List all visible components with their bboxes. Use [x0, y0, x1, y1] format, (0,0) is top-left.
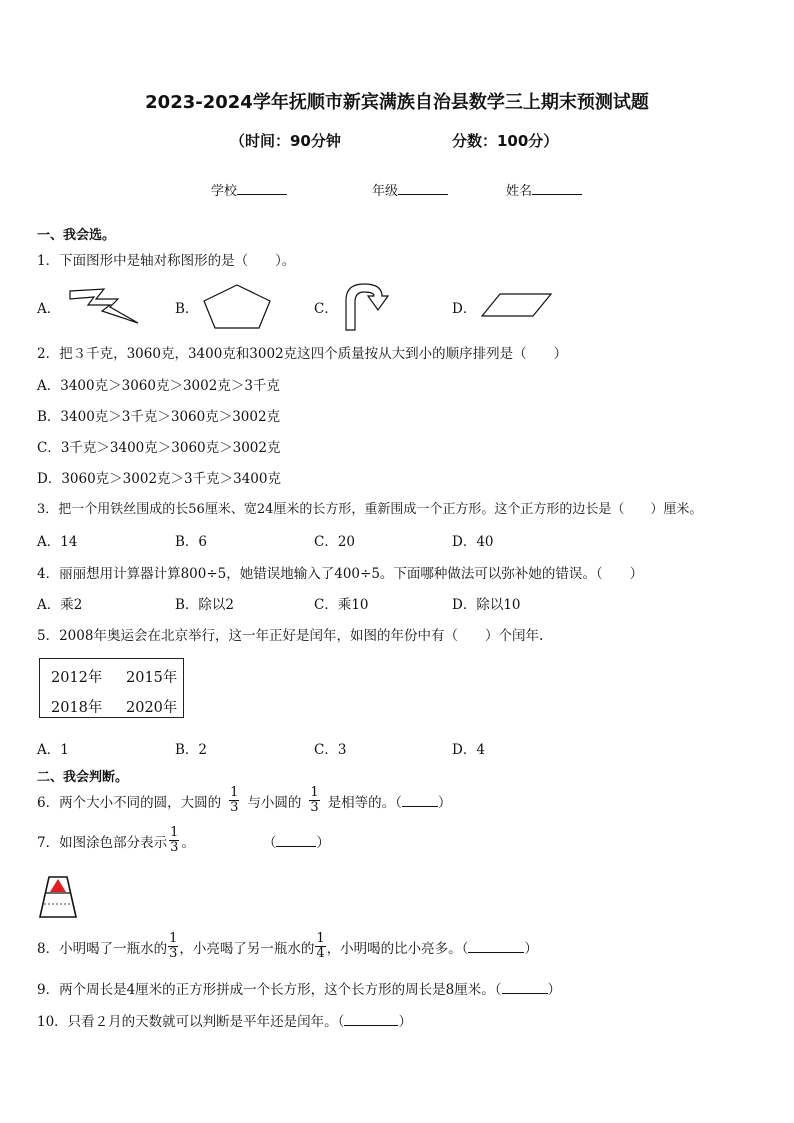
score-label: 分数：100分）	[452, 132, 559, 150]
pentagon-icon	[201, 282, 273, 330]
q7-text: 7．如图涂色部分表示	[37, 834, 168, 851]
q3-option-d[interactable]: D．40	[452, 534, 494, 550]
year-item: 2018年	[51, 700, 103, 716]
answer-blank[interactable]	[502, 981, 548, 994]
q2-option-b[interactable]: B．3400克＞3千克＞3060克＞3002克	[37, 409, 281, 425]
name-field[interactable]	[506, 180, 582, 199]
q5-option-d[interactable]: D．4	[452, 742, 485, 758]
q5-option-c[interactable]: C．3	[314, 742, 347, 758]
q2-option-c[interactable]: C．3千克＞3400克＞3060克＞3002克	[37, 440, 281, 456]
fraction-one-quarter: $\frac{1}{4}$	[316, 931, 325, 961]
year-item: 2020年	[126, 700, 178, 716]
answer-blank[interactable]	[402, 794, 438, 807]
q1-option-a[interactable]: A．	[37, 301, 61, 317]
fraction-one-third: $\frac{1}{3}$	[310, 785, 319, 815]
parallelogram-icon	[480, 291, 554, 319]
question-1: 1．下面图形中是轴对称图形的是（ ）。	[37, 253, 296, 269]
question-2: 2．把３千克，3060克，3400克和3002克这四个质量按从大到小的顺序排列是（ ）	[37, 346, 568, 362]
grade-field[interactable]	[372, 180, 448, 199]
year-box	[39, 658, 184, 718]
q8-text: 8．小明喝了一瓶水的	[37, 940, 168, 957]
q4-option-a[interactable]: A．乘2	[37, 597, 83, 613]
page-title: 2023-2024学年抚顺市新宾满族自治县数学三上期末预测试题	[145, 92, 649, 113]
section-heading-choose: 一、我会选。	[37, 228, 116, 243]
q5-option-a[interactable]: A．1	[37, 742, 69, 758]
q6-text: 6．两个大小不同的圆，大圆的	[37, 794, 222, 811]
fraction-one-third: $\frac{1}{3}$	[170, 825, 179, 855]
q1-option-b[interactable]: B．	[175, 301, 199, 317]
q2-option-a[interactable]: A．3400克＞3060克＞3002克＞3千克	[37, 378, 280, 394]
year-item: 2012年	[51, 670, 103, 686]
q1-option-d[interactable]: D．	[452, 301, 477, 317]
q3-option-a[interactable]: A．14	[37, 534, 78, 550]
school-label: 学校	[211, 184, 238, 199]
question-5: 5．2008年奥运会在北京举行，这一年正好是闰年，如图的年份中有（ ）个闰年.	[37, 628, 544, 644]
q4-option-b[interactable]: B．除以2	[175, 597, 235, 613]
section-heading-judge: 二、我会判断。	[37, 770, 129, 785]
q2-option-d[interactable]: D．3060克＞3002克＞3千克＞3400克	[37, 471, 281, 487]
question-4: 4．丽丽想用计算器计算800÷5，她错误地输入了400÷5。下面哪种做法可以弥补她的错误。（ ）	[37, 566, 644, 582]
fraction-one-third: $\frac{1}{3}$	[169, 931, 178, 961]
q8-text: ，小亮喝了另一瓶水的	[179, 940, 315, 957]
name-label: 姓名	[506, 184, 533, 199]
q5-option-b[interactable]: B．2	[175, 742, 208, 758]
question-8: 8．小明喝了一瓶水的 $\frac{1}{3}$ ，小亮喝了另一瓶水的 $\frac{1}{4}$ ，小明喝的比小亮多。（ ）	[37, 931, 538, 961]
name-blank[interactable]	[532, 181, 582, 195]
q4-option-d[interactable]: D．除以10	[452, 597, 521, 613]
zigzag-shape-icon	[66, 285, 142, 327]
school-blank[interactable]	[237, 181, 287, 195]
question-6: 6．两个大小不同的圆，大圆的 $\frac{1}{3}$ 与小圆的 $\frac{1}{3}$ 是相等的。（ ）	[37, 785, 452, 815]
trapezoid-shaded-figure	[36, 874, 80, 920]
q6-text: 与小圆的	[247, 794, 302, 811]
q3-option-c[interactable]: C．20	[314, 534, 356, 550]
q8-text: ，小明喝的比小亮多。（	[326, 940, 469, 957]
year-item: 2015年	[126, 670, 178, 686]
answer-blank[interactable]	[468, 940, 524, 953]
school-field[interactable]	[211, 180, 287, 199]
curved-arrow-icon	[342, 280, 400, 332]
question-10: 10．只看２月的天数就可以判断是平年还是闰年。（ ）	[37, 1014, 412, 1030]
question-3: 3．把一个用铁丝围成的长56厘米、宽24厘米的长方形，重新围成一个正方形。这个正方形的边长是（ ）厘米。	[37, 502, 703, 517]
question-7: 7．如图涂色部分表示 $\frac{1}{3}$ 。 （ ）	[37, 825, 330, 855]
q1-option-c[interactable]: C．	[314, 301, 338, 317]
time-label: （时间：90分钟	[230, 132, 341, 150]
grade-label: 年级	[372, 184, 399, 199]
q4-option-c[interactable]: C．乘10	[314, 597, 369, 613]
grade-blank[interactable]	[398, 181, 448, 195]
fraction-one-third: $\frac{1}{3}$	[230, 785, 239, 815]
q6-text: 是相等的。（	[327, 794, 402, 811]
question-9: 9．两个周长是4厘米的正方形拼成一个长方形，这个长方形的周长是8厘米。（ ）	[37, 982, 562, 998]
q3-option-b[interactable]: B．6	[175, 534, 208, 550]
answer-blank[interactable]	[276, 834, 316, 847]
answer-blank[interactable]	[344, 1013, 398, 1026]
